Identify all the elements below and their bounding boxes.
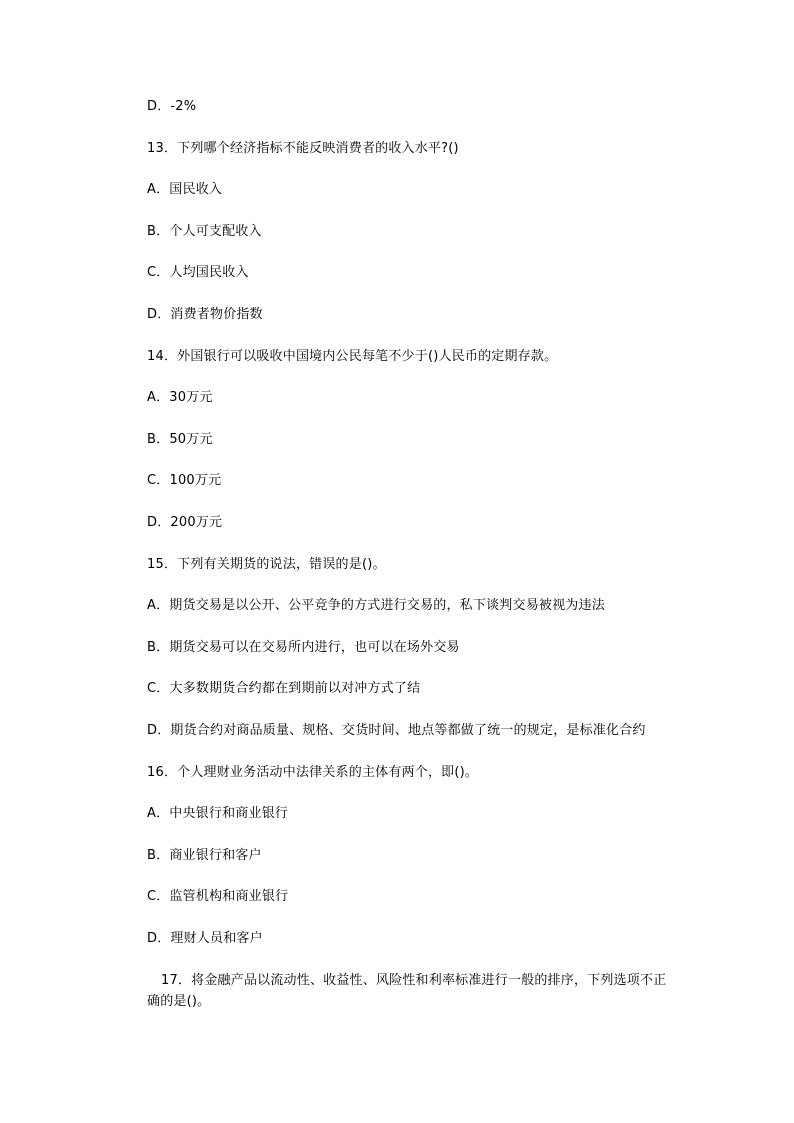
q13-option-c: C．人均国民收入 xyxy=(147,265,249,280)
q15-question: 15．下列有关期货的说法，错误的是()。 xyxy=(147,557,386,572)
q13-option-d: D．消费者物价指数 xyxy=(147,307,263,322)
q13-option-a: A．国民收入 xyxy=(147,182,223,197)
q14-option-a: A．30万元 xyxy=(147,390,213,405)
q15-option-a: A．期货交易是以公开、公平竞争的方式进行交易的，私下谈判交易被视为违法 xyxy=(147,598,605,613)
q16-option-c: C．监管机构和商业银行 xyxy=(147,889,289,904)
q14-option-d: D．200万元 xyxy=(147,515,223,530)
q14-option-b: B．50万元 xyxy=(147,432,213,447)
q15-option-c: C．大多数期货合约都在到期前以对冲方式了结 xyxy=(147,681,421,696)
q17-question xyxy=(147,970,667,1012)
q16-option-d: D．理财人员和客户 xyxy=(147,931,263,946)
q16-option-b: B．商业银行和客户 xyxy=(147,848,262,863)
q15-option-d: D．期货合约对商品质量、规格、交货时间、地点等都做了统一的规定，是标准化合约 xyxy=(147,723,646,738)
q15-option-b: B．期货交易可以在交易所内进行，也可以在场外交易 xyxy=(147,640,460,655)
q16-question: 16．个人理财业务活动中法律关系的主体有两个，即()。 xyxy=(147,765,479,780)
q13-option-b: B．个人可支配收入 xyxy=(147,224,262,239)
q16-option-a: A．中央银行和商业银行 xyxy=(147,806,289,821)
q17-question-text: 17．将金融产品以流动性、收益性、风险性和利率标准进行一般的排序，下列选项不正确的是()。 xyxy=(147,973,667,1009)
q14-question: 14．外国银行可以吸收中国境内公民每笔不少于()人民币的定期存款。 xyxy=(147,349,558,364)
q12-option-d: D．-2% xyxy=(147,99,197,114)
q14-option-c: C．100万元 xyxy=(147,473,222,488)
q13-question: 13．下列哪个经济指标不能反映消费者的收入水平?() xyxy=(147,141,459,156)
